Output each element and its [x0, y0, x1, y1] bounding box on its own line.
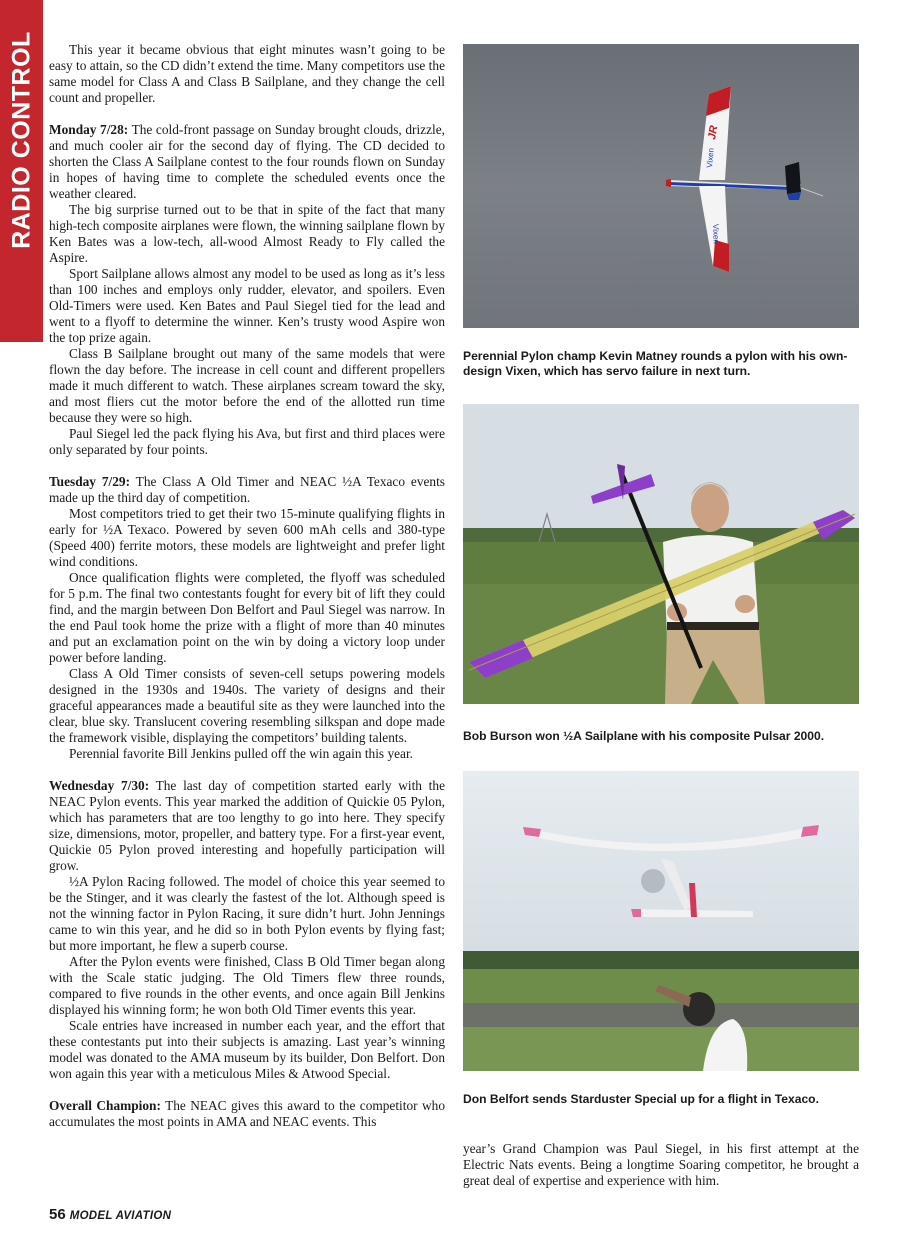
paragraph: This year it became obvious that eight minutes wasn’t going to be easy to attain, so the CD didn’t extend the time. Many competitors use the same model for Class A and Class B Sailplane, and they change the cell count and propeller.: [49, 42, 445, 105]
paragraph: Most competitors tried to get their two 15-minute qualifying flights in early for ½A Texaco. Powered by seven 600 mAh cells and 380-type (Speed 400) ferrite motors, these models are lightweight and prefer light wind conditions.: [49, 506, 445, 569]
paragraph-monday: [49, 122, 445, 202]
photo-starduster-launch: [463, 771, 859, 1071]
paragraph-overall: [49, 1098, 445, 1130]
article-left-column: [49, 42, 445, 1130]
paragraph-text: The last day of competition started early with the NEAC Pylon events. This year marked the addition of Quickie 05 Pylon, which has parameters that are too lengthy to go into here. They specify size, dimensions, motor, propeller, and battery type. For a first-year event, Quickie 05 Pylon proved interesting and hopefully participation will grow.: [49, 778, 445, 873]
paragraph: Class B Sailplane brought out many of the same models that were flown the day before. The increase in cell count and different propellers made it much different to watch. These airplanes scream toward the sky, and most fliers cut the motor before the end of the allotted run time because they were so high.: [49, 346, 445, 425]
wing-marking-right: Vixen: [711, 223, 721, 244]
paragraph: Paul Siegel led the pack flying his Ava, but first and third places were only separated by four points.: [49, 426, 445, 457]
paragraph: year’s Grand Champion was Paul Siegel, in his first attempt at the Electric Nats events. Being a longtime Soaring competitor, he brought a great deal of expertise and experience with him.: [463, 1141, 859, 1188]
paragraph: After the Pylon events were finished, Class B Old Timer began along with the Scale static judging. The Old Timers flew three rounds, compared to five rounds in the other events, and once again Bill Jenkins displayed his winning form; he won both Old Timer events this year.: [49, 954, 445, 1017]
paragraph: Perennial favorite Bill Jenkins pulled off the win again this year.: [69, 746, 414, 761]
section-heading: Overall Champion:: [49, 1098, 161, 1113]
magazine-name: MODEL AVIATION: [69, 1210, 172, 1222]
day-heading: Tuesday 7/29:: [49, 474, 131, 489]
photo-caption: Don Belfort sends Starduster Special up for a flight in Texaco.: [463, 1092, 819, 1106]
day-heading: Monday 7/28:: [49, 122, 129, 137]
day-heading: Wednesday 7/30:: [49, 778, 150, 793]
paragraph: Once qualification flights were completed, the flyoff was scheduled for 5 p.m. The final two contestants fought for every bit of lift they could find, and the margin between Don Belfort and Paul Siegel was narrow. In the end Paul took home the prize with a flight of more than 40 minutes and put an exclamation point on the win by doing a victory loop under power before landing.: [49, 570, 445, 665]
photo-caption: Perennial Pylon champ Kevin Matney rounds a pylon with his own-design Vixen, which has servo failure in next turn.: [463, 349, 848, 378]
paragraph: ½A Pylon Racing followed. The model of choice this year seemed to be the Stinger, and it was clearly the fastest of the lot. Although speed is not the winning factor in Pylon Racing, it sure didn’t hurt. John Jennings came to win this year, and he did so in both Pylon events by flying fast; but more important, he flew a superb course.: [49, 874, 445, 953]
paragraph-text: The cold-front passage on Sunday brought clouds, drizzle, and much cooler air for the second day of flying. The CD decided to shorten the Class A Sailplane contest to the four rounds flown on Sunday in hopes of having time to complete the scheduled events once the weather cleared.: [49, 122, 445, 201]
section-tab: [0, 0, 43, 342]
section-tab-label: RADIO CONTROL: [7, 31, 35, 249]
paragraph: Scale entries have increased in number each year, and the effort that these contestants put into their subjects is amazing. Last year’s winning model was donated to the AMA museum by its builder, Don Belfort. Don won again this year with a meticulous Miles & Atwood Special.: [49, 1018, 445, 1081]
paragraph: Class A Old Timer consists of seven-cell setups powering models designed in the 1930s and 1940s. The variety of designs and their graceful appearances made a beautiful site as they were launched into the clear, blue sky. Translucent covering resembling silkspan and dope made the framework visible, displaying the competitors’ building talents.: [49, 666, 445, 745]
paragraph: The big surprise turned out to be that in spite of the fact that many high-tech composite airplanes were flown, the winning sailplane flown by Ken Bates was a low-tech, all-wood Almost Ready to Fly called the Aspire.: [49, 202, 445, 265]
paragraph-text: The Class A Old Timer and NEAC ½A Texaco events made up the third day of competition.: [49, 474, 445, 505]
photo-caption: Bob Burson won ½A Sailplane with his composite Pulsar 2000.: [463, 729, 825, 743]
paragraph-text: The NEAC gives this award to the competitor who accumulates the most points in AMA and NEAC events. This: [49, 1098, 445, 1129]
paragraph-wednesday: [49, 778, 445, 874]
photo-vixen-airplane: [463, 44, 859, 328]
wing-marking-left: Vixen: [705, 147, 716, 169]
article-right-column: [463, 1141, 859, 1189]
paragraph: Sport Sailplane allows almost any model to be used as long as it’s less than 100 inches and employs only rudder, elevator, and spoilers. Even Old-Timers were used. Ken Bates and Paul Siegel tied for the lead and went to a flyoff to determine the winner. Ken’s trusty wood Aspire won the top prize again.: [49, 266, 445, 345]
fin-logo-text: JR: [706, 124, 721, 141]
page-footer: [49, 1206, 171, 1224]
page-number: 56: [49, 1206, 66, 1223]
paragraph-tuesday: [49, 474, 445, 506]
photo-pulsar-sailplane: [463, 404, 859, 704]
